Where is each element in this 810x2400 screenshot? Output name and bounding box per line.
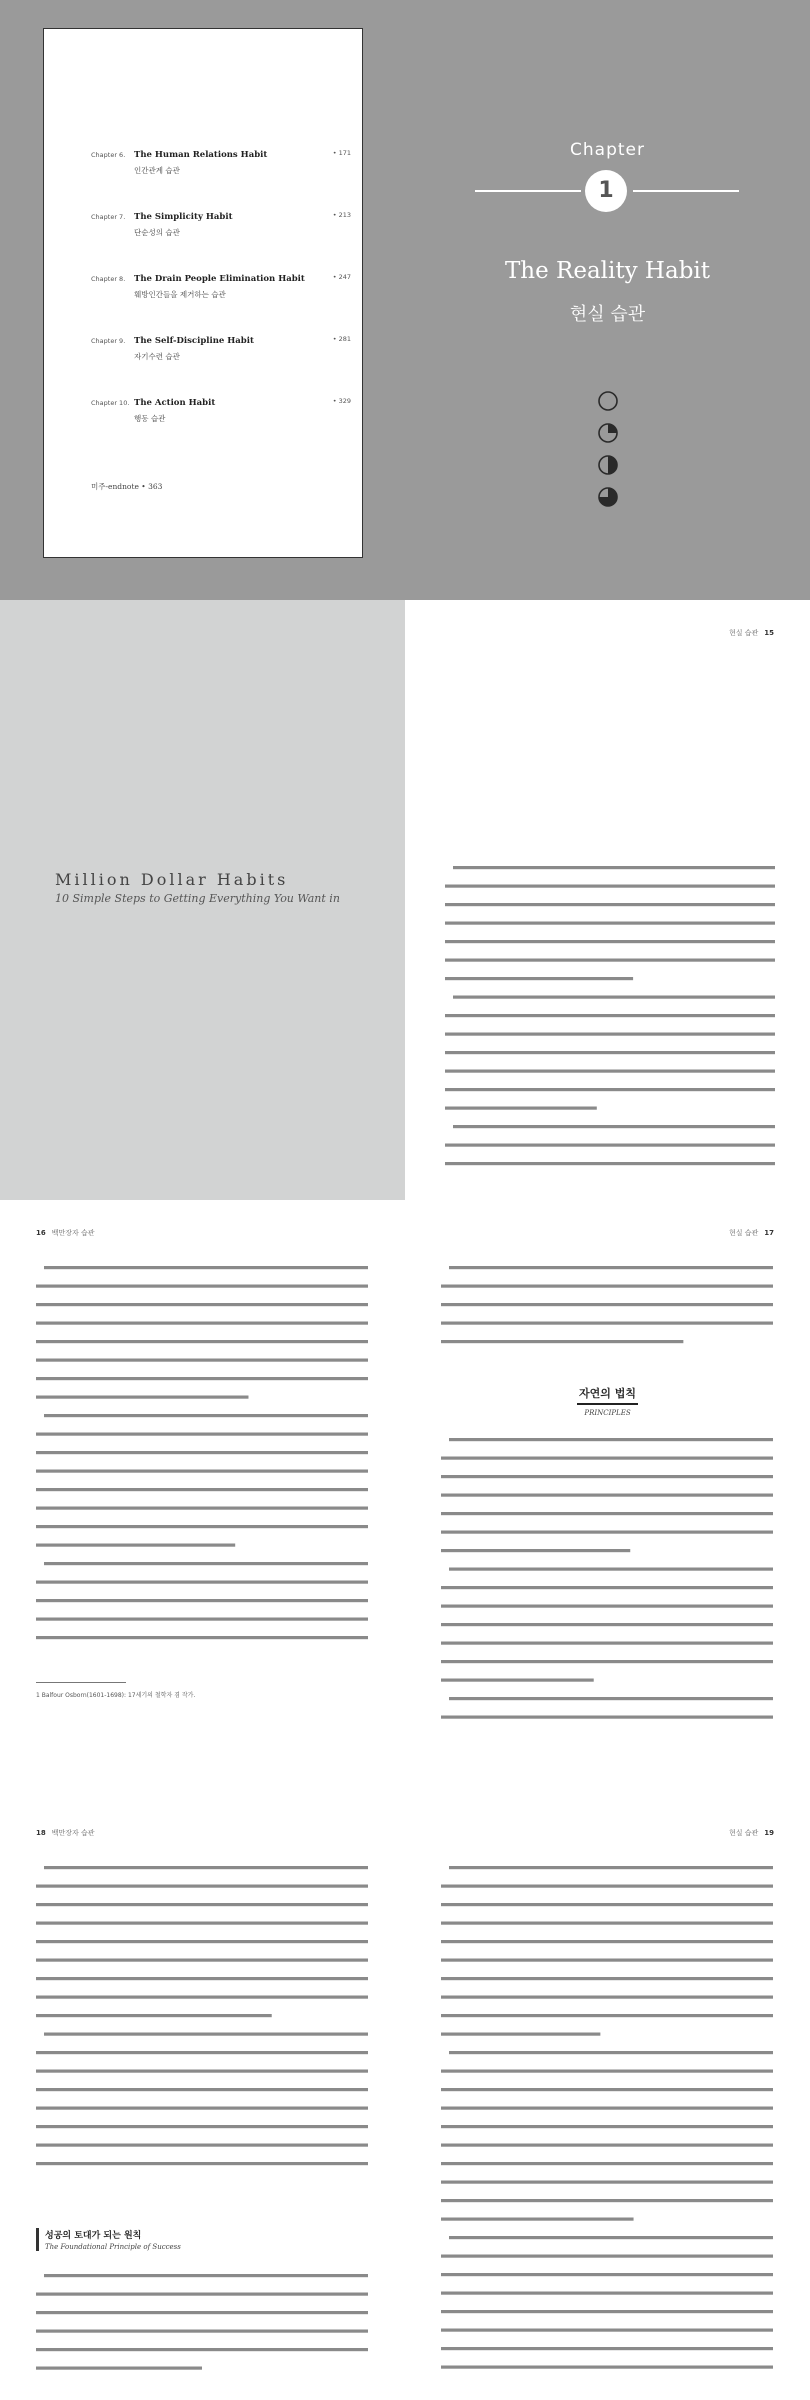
text-line (453, 996, 775, 999)
text-line (445, 1051, 775, 1054)
page-18 (0, 1800, 405, 2400)
toc-item[interactable] (91, 335, 351, 362)
text-line (36, 1636, 368, 1639)
text-line (36, 1940, 368, 1943)
toc-item[interactable] (91, 149, 351, 176)
toc-card (43, 28, 363, 558)
chapter-number-badge: 1 (585, 170, 627, 212)
text-line (36, 2311, 368, 2314)
text-line (36, 1396, 248, 1399)
toc-page (0, 0, 405, 600)
running-header (729, 1228, 774, 1238)
circle-three-quarter-icon (597, 486, 619, 508)
text-lines (441, 1860, 775, 2390)
text-line (449, 2236, 773, 2239)
toc-page-number: • 213 (332, 211, 351, 219)
text-line (445, 1107, 597, 1110)
text-line (441, 2310, 773, 2313)
text-line (36, 1581, 368, 1584)
text-line (36, 1285, 368, 1288)
text-line (36, 1303, 368, 1306)
text-line (445, 977, 633, 980)
text-line (445, 1088, 775, 1091)
text-line (441, 2162, 773, 2165)
toc-endnotes[interactable]: 미주-endnote • 363 (91, 482, 163, 491)
text-line (36, 1903, 368, 1906)
text-line (441, 1903, 773, 1906)
text-line (36, 1359, 368, 1362)
text-lines (441, 1260, 775, 1370)
text-line (449, 1266, 773, 1269)
section-heading (405, 1382, 810, 1417)
running-header (729, 1828, 774, 1838)
toc-chapter-number: Chapter 8. (91, 275, 126, 283)
brand-subtitle: 10 Simple Steps to Getting Everything You Want in (55, 892, 340, 905)
text-line (36, 1322, 368, 1325)
section-subtitle: The Foundational Principle of Success (45, 2243, 181, 2251)
text-line (445, 959, 775, 962)
body-text (36, 1260, 370, 1668)
chapter-rule-left (475, 190, 581, 192)
text-line (441, 1922, 773, 1925)
text-line (449, 2051, 773, 2054)
chapter-title: The Reality Habit (504, 258, 711, 284)
chapter-opener-page (405, 0, 810, 600)
running-header (729, 628, 774, 638)
text-line (441, 2366, 773, 2369)
text-line (36, 1340, 368, 1343)
text-line (441, 2088, 773, 2091)
text-line (36, 1433, 368, 1436)
text-line (36, 1507, 368, 1510)
toc-chapter-number: Chapter 9. (91, 337, 126, 345)
text-lines (445, 860, 777, 1190)
text-line (44, 1266, 368, 1269)
text-line (441, 1885, 773, 1888)
text-line (36, 1377, 368, 1380)
text-line (441, 2218, 634, 2221)
text-line (36, 2125, 368, 2128)
page-number: 18 (36, 1829, 46, 1837)
toc-item[interactable] (91, 211, 351, 238)
page-number: 15 (764, 629, 774, 637)
spread-p16-p17 (0, 1200, 810, 1800)
text-line (449, 1697, 773, 1700)
chapter-title-korean: 현실 습관 (569, 304, 646, 325)
text-line (441, 2070, 773, 2073)
toc-chapter-subtitle: 단순성의 습관 (134, 228, 180, 237)
text-line (441, 1716, 773, 1719)
text-line (441, 2181, 773, 2184)
toc-chapter-title: The Simplicity Habit (134, 212, 233, 222)
toc-page-number: • 247 (332, 273, 351, 281)
text-line (44, 2033, 368, 2036)
text-line (36, 2293, 368, 2296)
text-line (441, 1457, 773, 1460)
text-line (441, 2033, 600, 2036)
page-17 (405, 1200, 810, 1800)
toc-chapter-subtitle: 인간관계 습관 (134, 166, 180, 175)
text-line (36, 1599, 368, 1602)
text-line (445, 903, 775, 906)
header-label: 현실 습관 (728, 1829, 759, 1837)
text-line (445, 885, 775, 888)
text-line (445, 1144, 775, 1147)
spread-p15 (0, 600, 810, 1200)
toc-chapter-number: Chapter 6. (91, 151, 126, 159)
body-text (36, 2268, 370, 2396)
text-line (36, 1885, 368, 1888)
text-line (445, 922, 775, 925)
toc-chapter-subtitle: 훼방인간들을 제거하는 습관 (134, 290, 226, 299)
circle-half-icon (597, 454, 619, 476)
running-header (36, 1828, 95, 1838)
text-line (441, 1531, 773, 1534)
text-line (441, 1623, 773, 1626)
toc-page-number: • 171 (332, 149, 351, 157)
text-line (441, 1475, 773, 1478)
text-line (441, 1322, 773, 1325)
text-line (441, 1660, 773, 1663)
text-line (36, 1470, 368, 1473)
text-line (36, 1922, 368, 1925)
text-line (441, 1340, 683, 1343)
header-label: 백만장자 습관 (51, 1229, 95, 1237)
text-line (44, 1866, 368, 1869)
text-line (36, 1618, 368, 1621)
text-line (36, 1977, 368, 1980)
text-line (445, 1033, 775, 1036)
text-line (441, 1977, 773, 1980)
text-line (441, 2255, 773, 2258)
progress-icons (597, 390, 619, 518)
text-line (441, 1549, 630, 1552)
header-label: 현실 습관 (728, 1229, 759, 1237)
text-lines (36, 1260, 370, 1660)
chapter-label: Chapter (570, 140, 645, 160)
header-label: 현실 습관 (728, 629, 759, 637)
toc-chapter-number: Chapter 7. (91, 213, 126, 221)
text-line (441, 2107, 773, 2110)
text-line (44, 2274, 368, 2277)
brand-page (0, 600, 405, 1200)
text-line (441, 1586, 773, 1589)
text-line (44, 1562, 368, 1565)
toc-item[interactable] (91, 397, 351, 424)
spread-toc-chapter (0, 0, 810, 600)
footnote: 1 Balfour Osborn(1601-1698): 17세기의 철학자 겸 작가. (36, 1692, 196, 1699)
text-line (36, 2014, 272, 2017)
text-line (441, 2199, 773, 2202)
text-line (441, 1512, 773, 1515)
text-line (441, 2014, 773, 2017)
text-line (453, 866, 775, 869)
page-15 (405, 600, 810, 1200)
section-title: 자연의 법칙 (577, 1385, 638, 1405)
circle-quarter-icon (597, 422, 619, 444)
toc-chapter-title: The Drain People Elimination Habit (134, 274, 305, 284)
text-line (441, 2125, 773, 2128)
toc-chapter-subtitle: 행동 습관 (134, 414, 166, 423)
text-line (441, 1605, 773, 1608)
text-line (36, 2348, 368, 2351)
header-label: 백만장자 습관 (51, 1829, 95, 1837)
text-line (36, 2088, 368, 2091)
text-line (36, 2070, 368, 2073)
text-line (36, 1959, 368, 1962)
chapter-rule-right (633, 190, 739, 192)
text-line (36, 2367, 202, 2370)
text-line (445, 1162, 775, 1165)
text-lines (441, 1432, 775, 1762)
footnote-rule (36, 1682, 126, 1683)
page-16 (0, 1200, 405, 1800)
text-line (441, 1996, 773, 1999)
body-text (445, 860, 777, 1198)
text-lines (36, 1860, 370, 2200)
text-line (441, 1285, 773, 1288)
text-line (36, 1996, 368, 1999)
running-header (36, 1228, 95, 1238)
section-heading (36, 2228, 181, 2251)
page-number: 19 (764, 1829, 774, 1837)
spread-p18-p19 (0, 1800, 810, 2400)
text-line (441, 1303, 773, 1306)
text-line (441, 2144, 773, 2147)
text-line (441, 1494, 773, 1497)
text-line (36, 1544, 235, 1547)
text-line (36, 1525, 368, 1528)
text-line (449, 1866, 773, 1869)
text-line (441, 1679, 594, 1682)
circle-empty-icon (597, 390, 619, 412)
text-line (36, 1488, 368, 1491)
body-text (441, 1432, 775, 1770)
toc-chapter-subtitle: 자기수련 습관 (134, 352, 180, 361)
text-line (441, 2292, 773, 2295)
text-line (445, 1070, 775, 1073)
toc-chapter-title: The Action Habit (134, 398, 216, 408)
text-line (453, 1125, 775, 1128)
text-line (36, 2051, 368, 2054)
body-text (441, 1260, 775, 1378)
toc-page-number: • 329 (332, 397, 351, 405)
section-subtitle: PRINCIPLES (584, 1409, 631, 1417)
toc-chapter-title: The Human Relations Habit (134, 150, 268, 160)
text-line (44, 1414, 368, 1417)
page-number: 17 (764, 1229, 774, 1237)
text-line (445, 1014, 775, 1017)
text-line (36, 1451, 368, 1454)
text-line (441, 2347, 773, 2350)
text-line (36, 2330, 368, 2333)
text-line (441, 2273, 773, 2276)
text-line (449, 1438, 773, 1441)
page-number: 16 (36, 1229, 46, 1237)
page-19 (405, 1800, 810, 2400)
body-text (441, 1860, 775, 2398)
toc-page-number: • 281 (332, 335, 351, 343)
text-line (441, 1959, 773, 1962)
brand-title: Million Dollar Habits (55, 870, 289, 889)
text-line (441, 1642, 773, 1645)
toc-chapter-number: Chapter 10. (91, 399, 130, 407)
text-lines (36, 2268, 370, 2388)
text-line (441, 2329, 773, 2332)
text-line (445, 940, 775, 943)
body-text (36, 1860, 370, 2208)
section-title: 성공의 토대가 되는 원칙 (45, 2231, 142, 2241)
toc-chapter-title: The Self-Discipline Habit (134, 336, 254, 346)
text-line (36, 2162, 368, 2165)
toc-item[interactable] (91, 273, 351, 300)
text-line (36, 2144, 368, 2147)
text-line (441, 1940, 773, 1943)
text-line (36, 2107, 368, 2110)
text-line (449, 1568, 773, 1571)
